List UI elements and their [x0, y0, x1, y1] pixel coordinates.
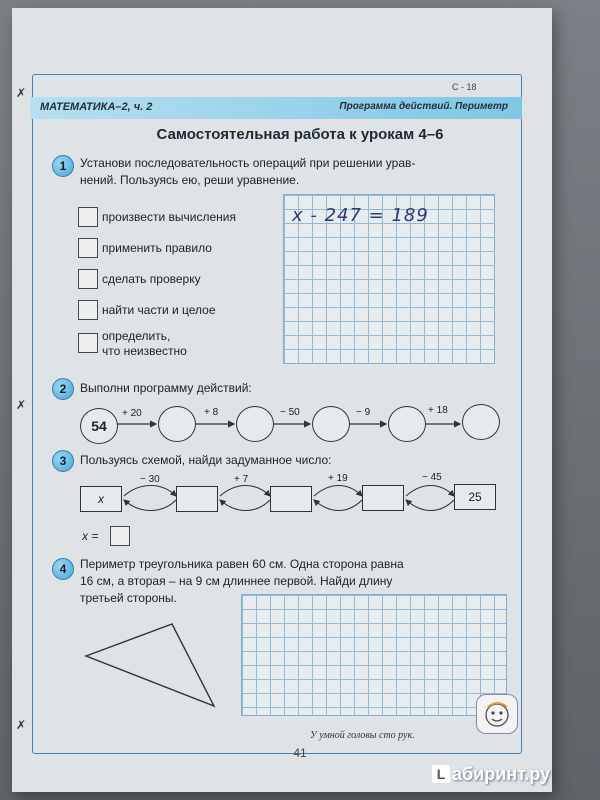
loop-arrow-bottom-2	[220, 500, 270, 511]
task-1-number: 1	[52, 155, 74, 177]
loop-arrow-top-1	[124, 486, 176, 497]
chain-op-3: − 50	[280, 407, 300, 418]
chain-start-circle: 54	[80, 408, 118, 444]
task-4-number: 4	[52, 558, 74, 580]
loop-arrow-top-4	[406, 486, 454, 497]
scheme-box-3[interactable]	[362, 485, 404, 511]
task-3-number: 3	[52, 450, 74, 472]
margin-mark-middle: ✗	[16, 398, 27, 412]
scheme-start-box: x	[80, 486, 122, 512]
option-label-2: применить правило	[102, 241, 212, 255]
task-1-text-line1: Установи последовательность операций при решении урав-	[80, 156, 416, 170]
task-4-text-line3: третьей стороны.	[80, 591, 177, 605]
chain-circle-5[interactable]	[462, 404, 500, 440]
chain-op-1: + 20	[122, 408, 142, 419]
watermark-text: абиринт.ру	[452, 764, 551, 784]
chain-op-2: + 8	[204, 407, 219, 418]
loop-arrow-bottom-1	[124, 500, 176, 511]
scheme-box-1[interactable]	[176, 486, 218, 512]
cartoon-face-icon	[477, 695, 517, 733]
chain-circle-1[interactable]	[158, 406, 196, 442]
margin-mark-top: ✗	[16, 86, 27, 100]
option-label-3: сделать проверку	[102, 272, 201, 286]
scheme-op-3: + 19	[328, 473, 348, 484]
chain-circle-2[interactable]	[236, 406, 274, 442]
scheme-op-4: − 45	[422, 472, 442, 483]
page-code: С - 18	[452, 82, 477, 92]
option-label-5-line2: что неизвестно	[102, 344, 187, 358]
footer-motto: У умной головы сто рук.	[310, 730, 415, 741]
scheme-op-1: − 30	[140, 474, 160, 485]
chain-circle-4[interactable]	[388, 406, 426, 442]
scheme-op-2: + 7	[234, 474, 249, 485]
chain-op-4: − 9	[356, 407, 371, 418]
margin-mark-bottom: ✗	[16, 718, 27, 732]
page-number: 41	[293, 746, 307, 760]
option-label-4: найти части и целое	[102, 303, 216, 317]
answer-label: x =	[82, 529, 99, 543]
option-label-1: произвести вычисления	[102, 210, 236, 224]
task-2-number: 2	[52, 378, 74, 400]
answer-box[interactable]	[110, 526, 130, 546]
header-topic: Программа действий. Периметр	[339, 101, 508, 112]
option-label-5-line1: определить,	[102, 329, 171, 343]
task-4-text-line2: 16 см, а вторая – на 9 см длиннее первой. Найди длину	[80, 574, 393, 588]
loop-arrow-top-2	[220, 486, 270, 497]
chain-op-5: + 18	[428, 405, 448, 416]
triangle-shape	[86, 624, 214, 706]
answer-grid-4[interactable]	[241, 594, 507, 716]
header-subject: МАТЕМАТИКА–2, ч. 2	[40, 101, 153, 113]
loop-arrow-bottom-3	[314, 500, 362, 511]
scheme-box-2[interactable]	[270, 486, 312, 512]
task-1-text-line2: нений. Пользуясь ею, реши уравнение.	[80, 173, 300, 187]
task-4-text-line1: Периметр треугольника равен 60 см. Одна сторона равна	[80, 557, 404, 571]
task-2-text: Выполни программу действий:	[80, 381, 252, 395]
page-title: Самостоятельная работа к урокам 4–6	[156, 126, 444, 143]
handwritten-equation: x - 247 = 189	[292, 205, 429, 226]
task-3-text: Пользуясь схемой, найди задуманное число:	[80, 453, 332, 467]
mascot-illustration	[476, 694, 518, 734]
labirint-logo-icon: L	[432, 765, 450, 783]
chain-circle-3[interactable]	[312, 406, 350, 442]
loop-arrow-top-3	[314, 486, 362, 497]
scheme-end-box: 25	[454, 484, 496, 510]
loop-arrow-bottom-4	[406, 500, 454, 511]
